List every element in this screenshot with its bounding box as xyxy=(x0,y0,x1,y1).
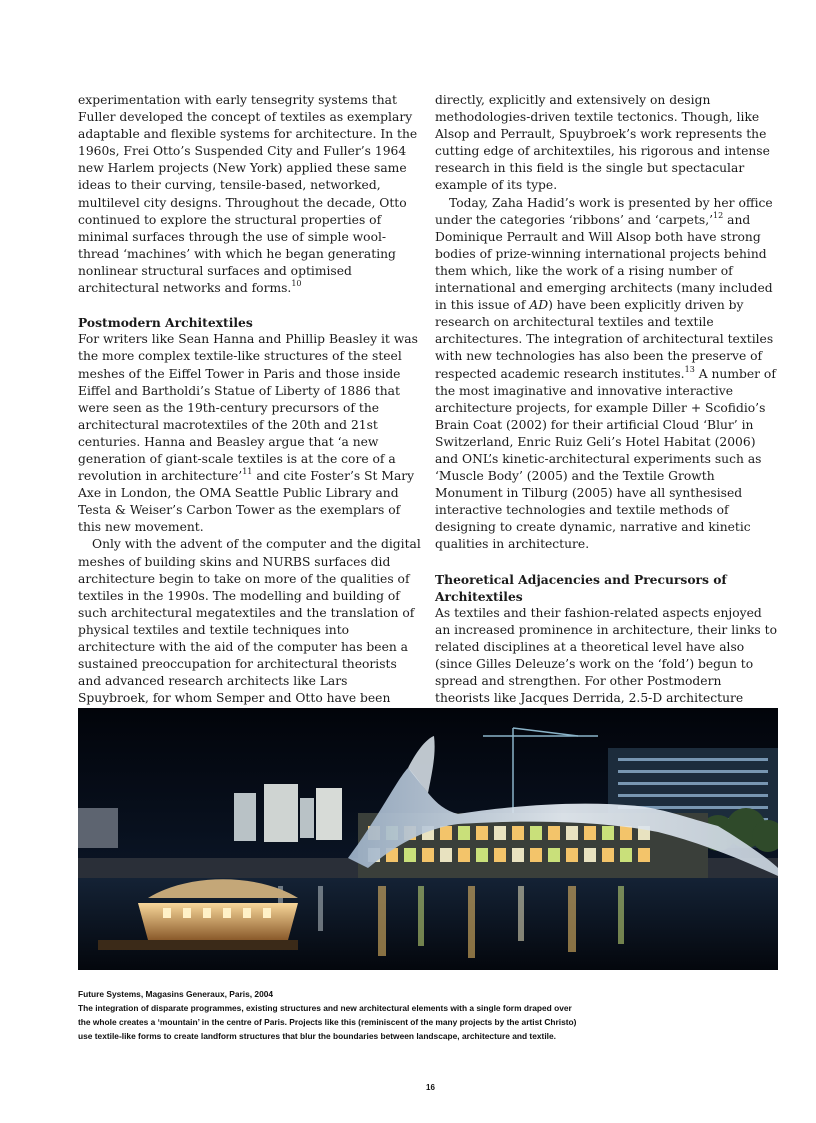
right-paragraph-2: Today, Zaha Hadid’s work is presented by her office under the categories ‘ribbons’ and ‘carpets,’$^{12}$ and Dominique Perrault and Will Alsop both have strong bodies of prize-winning international projects behind them which, like the work of a rising number of international and emerging architects (many included in this issue of AD) have been explicitly driven by research on architectural textiles and textile architectures. The integration of architectural textiles with new technologies has also been the preserve of respected academic research institutes.$^{13}$ A number of the most imaginative and innovative interactive architecture projects, for example Diller + Scofidio’s Brain Coat (2002) for their artificial Cloud ‘Blur’ in Switzerland, Enric Ruiz Geli’s Hotel Habitat (2006) and ONL’s kinetic-architectural experiments such as ‘Muscle Body’ (2005) and the Textile Growth Monument in Tilburg (2005) have all synthesised interactive technologies and textile methods of designing to create dynamic, narrative and kinetic qualities in architecture. xyxy=(435,195,776,552)
section-heading-theoretical: Theoretical Adjacencies and Precursors of Architextiles xyxy=(435,571,727,604)
right-paragraph-3: As textiles and their fashion-related aspects enjoyed an increased prominence in architecture, their links to related disciplines at a theoretical level have also (since Gilles Deleuze’s work on the ‘fold’) begun to spread and strengthen. For other Postmodern theorists like Jacques Derrida, 2.5-D architecture xyxy=(435,605,778,706)
caption-line: the whole creates a ‘mountain’ in the centre of Paris. Projects like this (reminiscent of the many projects by the artist Christo) xyxy=(78,1017,577,1027)
left-column xyxy=(78,92,421,793)
caption-line: The integration of disparate programmes, existing structures and new architectural elements with a single form draped over xyxy=(78,1003,572,1013)
left-paragraph-2: For writers like Sean Hanna and Phillip Beasley it was the more complex textile-like structures of the steel meshes of the Eiffel Tower in Paris and those inside Eiffel and Bartholdi’s Statue of Liberty of 1886 that were seen as the 19th-century precursors of the architectural macrotextiles of the 20th and 21st centuries. Hanna and Beasley argue that ‘a new generation of giant-scale textiles is at the core of a revolution in architecture’$^{11}$ and cite Foster’s St Mary Axe in London, the OMA Seattle Public Library and Testa & Weiser’s Carbon Tower as the exemplars of this new movement. xyxy=(78,332,418,535)
right-column xyxy=(435,92,778,776)
footnote-ref-10[interactable]: 10 xyxy=(291,279,302,289)
page-number: 16 xyxy=(426,1083,435,1092)
left-paragraph-3: Only with the advent of the computer and the digital meshes of building skins and NURBS surfaces did architecture begin to take on more of the qualities of textiles in the 1990s. The modelling and building of such architectural megatextiles and the translation of physical textiles and textile techniques into architecture with the aid of the computer has been a sustained preoccupation for architectural theorists and advanced research architects like Lars Spuybroek, for whom Semper and Otto have been xyxy=(78,537,421,706)
photo-magasins-generaux xyxy=(78,708,778,970)
caption-title: Future Systems, Magasins Generaux, Paris, 2004 xyxy=(78,989,274,999)
figure-caption xyxy=(78,987,698,1043)
caption-line: use textile-like forms to create landform structures that blur the boundaries between landscape, architecture and textile. xyxy=(78,1031,556,1041)
section-heading-postmodern: Postmodern Architextiles xyxy=(78,315,253,331)
footnote-ref-13[interactable]: 13 xyxy=(684,364,695,374)
footnote-ref-12[interactable]: 12 xyxy=(713,210,724,220)
footnote-ref-11[interactable]: 11 xyxy=(242,467,253,477)
photo-illustration xyxy=(78,708,778,970)
left-paragraph-1: experimentation with early tensegrity systems that Fuller developed the concept of textiles as exemplary adaptable and flexible systems for architecture. In the 1960s, Frei Otto’s Suspended City and Fuller’s 1964 new Harlem projects (New York) applied these same ideas to their curving, tensile-based, networked, multilevel city designs. Throughout the decade, Otto continued to explore the structural properties of minimal surfaces through the use of simple wool-thread ‘machines’ with which he began generating nonlinear structural surfaces and optimised architectural networks and forms.$^{10}$ xyxy=(78,93,418,296)
right-paragraph-1: directly, explicitly and extensively on design methodologies-driven textile tectonics. Though, like Alsop and Perrault, Spuybroek’s work represents the cutting edge of architextiles, his rigorous and intense research in this field is the single but spectacular example of its type. xyxy=(435,93,770,193)
